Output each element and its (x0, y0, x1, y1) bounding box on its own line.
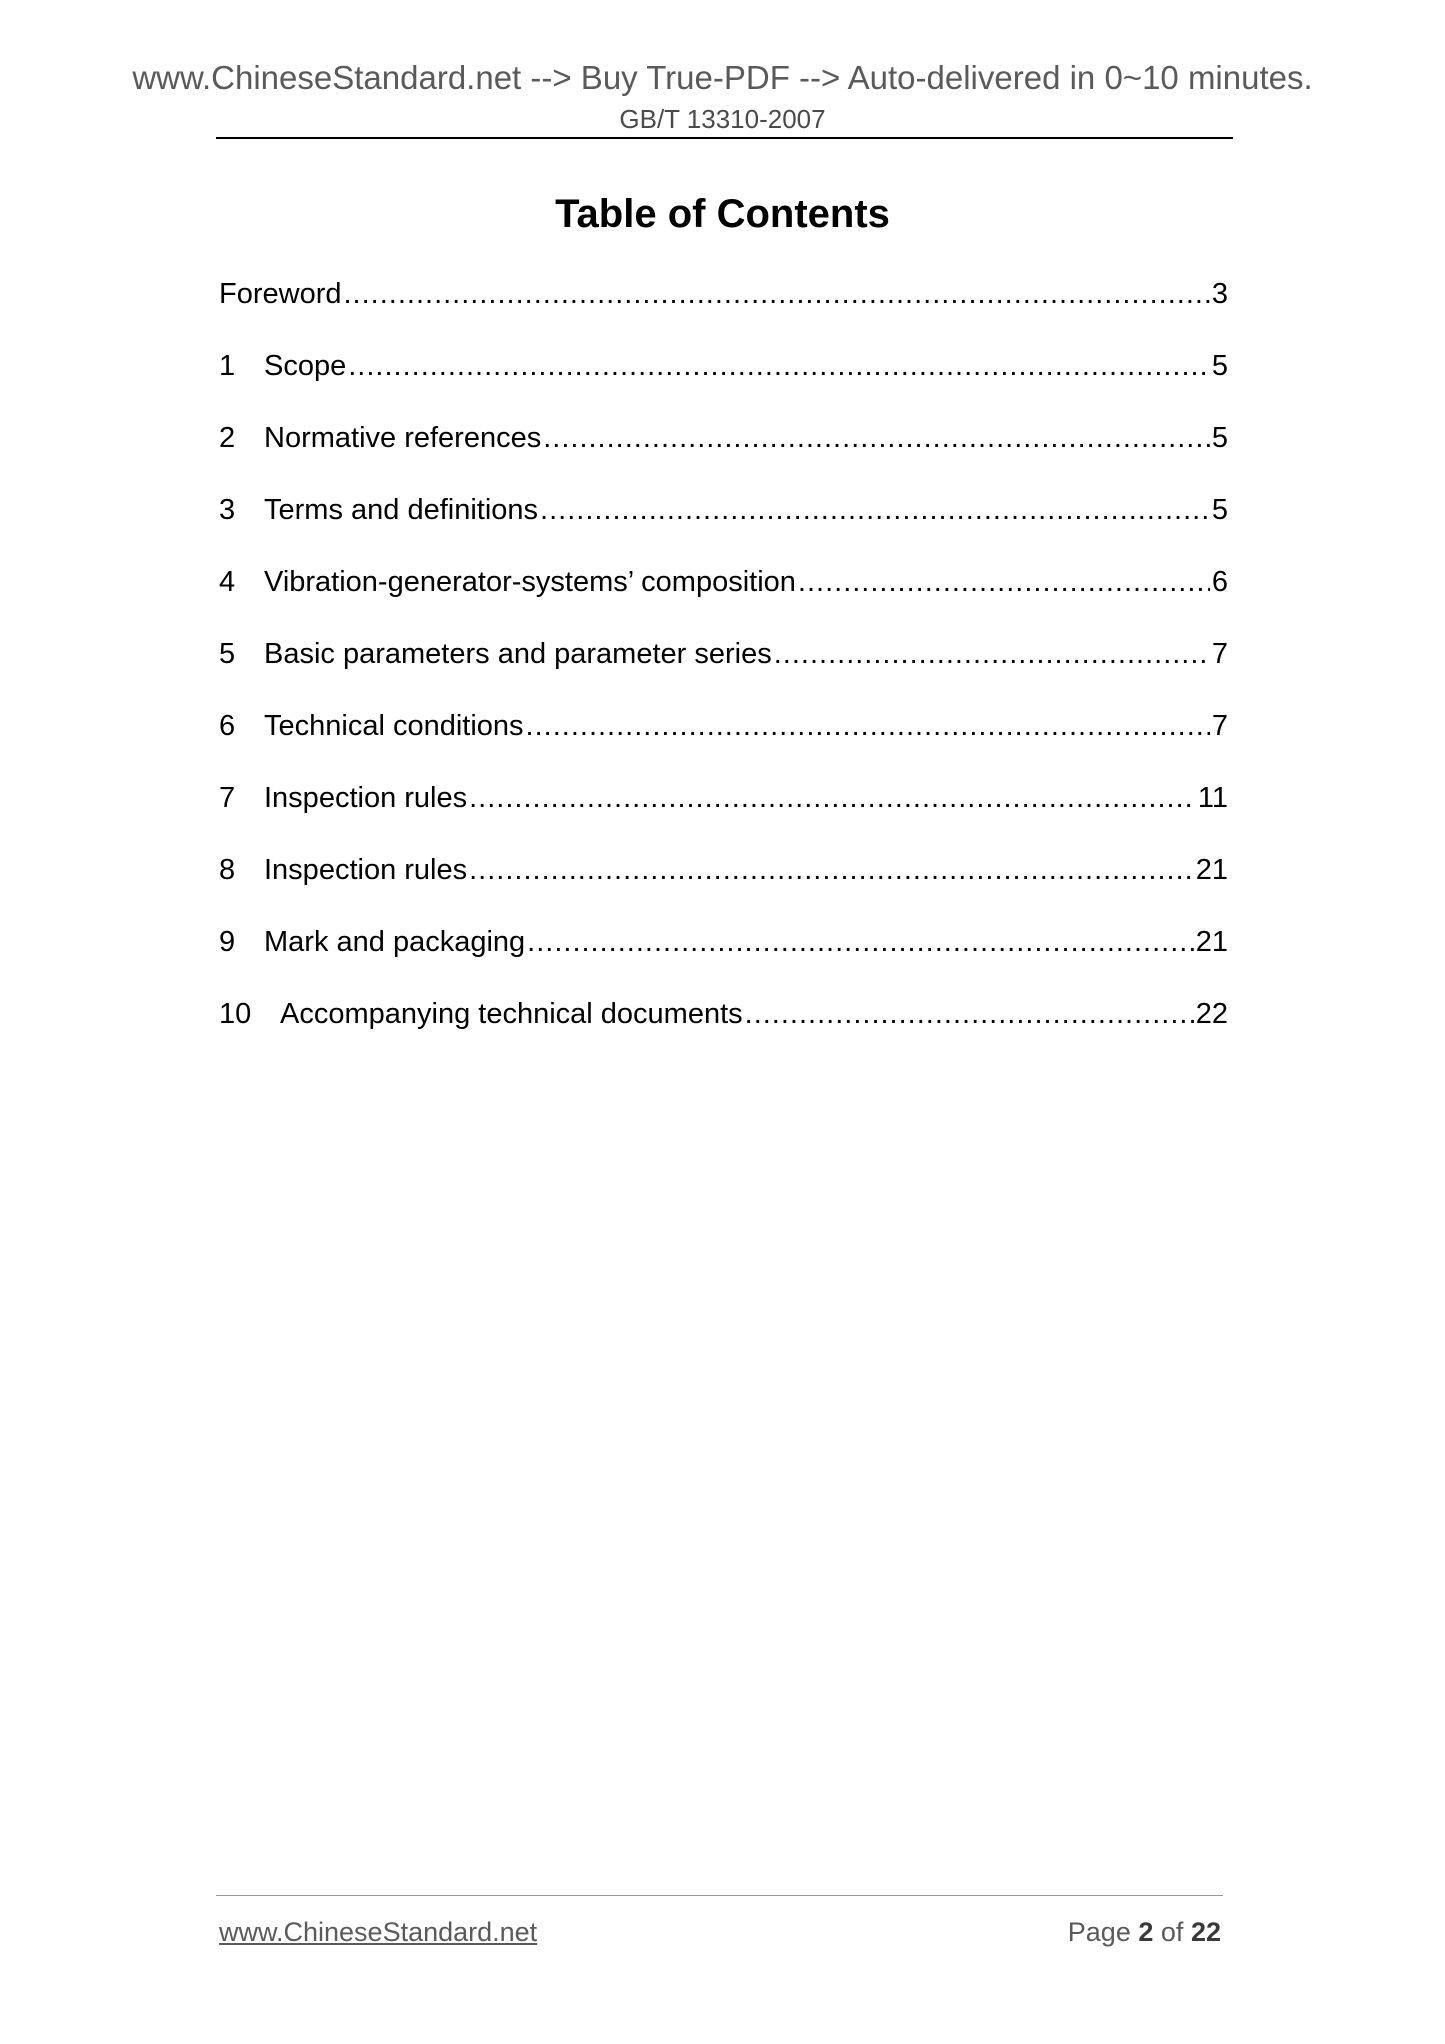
toc-entry-number: 7 (219, 782, 236, 814)
toc-entry-label: Vibration-generator-systems’ composition (264, 566, 796, 598)
toc-leader-dots (526, 708, 1210, 744)
toc-entry-number: 5 (219, 638, 236, 670)
footer-divider (216, 1895, 1223, 1896)
toc-leader-dots (527, 924, 1194, 960)
toc-entry-page: 7 (1211, 638, 1228, 670)
toc-entry-number: 10 (219, 998, 252, 1030)
toc-leader-dots (543, 420, 1210, 456)
toc-entry-label: Normative references (264, 422, 542, 454)
toc-entry-number: 9 (219, 926, 236, 958)
toc-entry-number: 1 (219, 350, 236, 382)
toc-entry-page: 5 (1211, 350, 1228, 382)
toc-entry-label: Inspection rules (264, 854, 468, 886)
toc-entry-number: 3 (219, 494, 236, 526)
toc-leader-dots (798, 564, 1210, 600)
toc-entry-page: 5 (1211, 422, 1228, 454)
toc-entry-mark-and-packaging[interactable] (219, 924, 1228, 996)
standard-code: GB/T 13310-2007 (619, 104, 826, 134)
toc-entry-page: 3 (1211, 278, 1228, 310)
toc-entry-inspection-rules-8[interactable] (219, 852, 1228, 924)
footer-site-link[interactable]: www.ChineseStandard.net (219, 1917, 538, 1947)
toc-entry-number: 4 (219, 566, 236, 598)
toc-leader-dots (745, 996, 1194, 1032)
toc-entry-number: 6 (219, 710, 236, 742)
toc-entry-accompanying-documents[interactable] (219, 996, 1228, 1068)
toc-leader-dots (344, 276, 1210, 312)
toc-entry-page: 5 (1211, 494, 1228, 526)
toc-entry-page: 7 (1211, 710, 1228, 742)
toc-leader-dots (774, 636, 1210, 672)
toc-leader-dots (469, 780, 1196, 816)
header-divider (216, 137, 1233, 139)
toc-entry-page: 21 (1195, 926, 1228, 958)
toc-entry-composition[interactable] (219, 564, 1228, 636)
toc-list (219, 276, 1228, 1068)
toc-entry-number: 8 (219, 854, 236, 886)
toc-entry-page: 6 (1211, 566, 1228, 598)
toc-entry-page: 21 (1195, 854, 1228, 886)
toc-entry-inspection-rules-7[interactable] (219, 780, 1228, 852)
toc-leader-dots (469, 852, 1194, 888)
toc-entry-label: Accompanying technical documents (280, 998, 743, 1030)
toc-entry-label: Terms and definitions (264, 494, 539, 526)
toc-entry-label: Mark and packaging (264, 926, 526, 958)
toc-entry-label: Basic parameters and parameter series (264, 638, 772, 670)
toc-entry-scope[interactable] (219, 348, 1228, 420)
current-page-number: 2 (1138, 1917, 1154, 1947)
toc-leader-dots (348, 348, 1210, 384)
toc-entry-label: Foreword (219, 278, 342, 310)
toc-entry-label: Technical conditions (264, 710, 524, 742)
page-title: Table of Contents (555, 192, 890, 236)
site-banner: www.ChineseStandard.net --> Buy True-PDF --> Auto-delivered in 0~10 minutes. (132, 59, 1313, 96)
toc-entry-label: Scope (264, 350, 347, 382)
toc-entry-page: 22 (1195, 998, 1228, 1030)
toc-entry-technical-conditions[interactable] (219, 708, 1228, 780)
toc-entry-basic-parameters[interactable] (219, 636, 1228, 708)
page-indicator (1068, 1916, 1221, 1948)
toc-leader-dots (540, 492, 1210, 528)
toc-entry-terms-and-definitions[interactable] (219, 492, 1228, 564)
page-separator: of (1160, 1917, 1184, 1947)
toc-entry-page: 11 (1197, 782, 1228, 814)
toc-entry-foreword[interactable] (219, 276, 1228, 348)
toc-entry-label: Inspection rules (264, 782, 468, 814)
toc-entry-number: 2 (219, 422, 236, 454)
toc-entry-normative-references[interactable] (219, 420, 1228, 492)
page-prefix: Page (1067, 1917, 1131, 1947)
total-pages-number: 22 (1190, 1917, 1221, 1947)
